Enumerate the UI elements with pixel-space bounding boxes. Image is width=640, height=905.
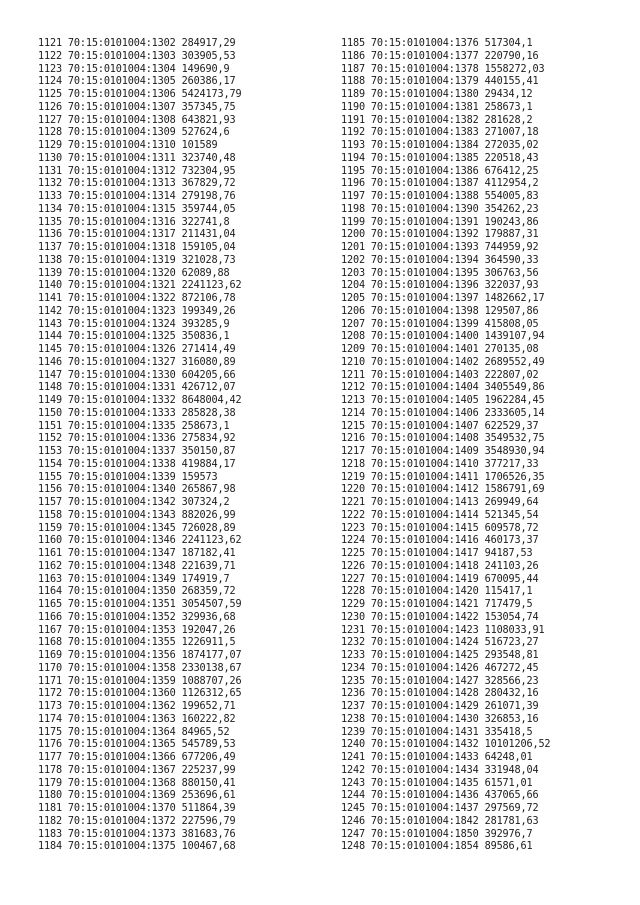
- record-row: 1184 70:15:0101004:1375 100467,68: [38, 841, 236, 853]
- record-row: 1159 70:15:0101004:1345 726028,89: [38, 522, 236, 534]
- left-column: [38, 38, 338, 854]
- record-row: 1205 70:15:0101004:1397 1482662,17: [341, 293, 545, 304]
- record-row: 1144 70:15:0101004:1325 350836,1: [38, 331, 230, 343]
- record-row: 1190 70:15:0101004:1381 258673,1: [341, 101, 533, 113]
- record-row: 1198 70:15:0101004:1390 354262,23: [341, 203, 539, 215]
- record-row: 1240 70:15:0101004:1432 10101206,52: [341, 739, 551, 751]
- record-row: 1124 70:15:0101004:1305 260386,17: [38, 76, 236, 88]
- record-row: 1207 70:15:0101004:1399 415808,05: [341, 318, 539, 330]
- record-row: 1154 70:15:0101004:1338 419884,17: [38, 458, 236, 470]
- record-row: 1181 70:15:0101004:1370 511864,39: [38, 803, 236, 814]
- record-row: 1218 70:15:0101004:1410 377217,33: [341, 458, 539, 470]
- record-row: 1133 70:15:0101004:1314 279198,76: [38, 191, 236, 202]
- record-row: 1209 70:15:0101004:1401 270135,08: [341, 344, 539, 355]
- record-row: 1139 70:15:0101004:1320 62089,88: [38, 267, 230, 279]
- record-row: 1225 70:15:0101004:1417 94187,53: [341, 548, 533, 559]
- record-row: 1199 70:15:0101004:1391 190243,86: [341, 216, 539, 228]
- record-row: 1166 70:15:0101004:1352 329936,68: [38, 611, 236, 623]
- record-row: 1210 70:15:0101004:1402 2689552,49: [341, 356, 545, 368]
- record-row: 1130 70:15:0101004:1311 323740,48: [38, 152, 236, 164]
- record-row: 1202 70:15:0101004:1394 364590,33: [341, 254, 539, 266]
- record-row: 1222 70:15:0101004:1414 521345,54: [341, 509, 539, 521]
- record-row: 1138 70:15:0101004:1319 321028,73: [38, 254, 236, 266]
- record-row: 1123 70:15:0101004:1304 149690,9: [38, 63, 230, 75]
- record-row: 1171 70:15:0101004:1359 1088707,26: [38, 675, 242, 687]
- record-row: 1183 70:15:0101004:1373 381683,76: [38, 828, 236, 840]
- record-row: 1125 70:15:0101004:1306 5424173,79: [38, 89, 242, 100]
- record-row: 1226 70:15:0101004:1418 241103,26: [341, 560, 539, 572]
- record-row: 1134 70:15:0101004:1315 359744,05: [38, 203, 236, 215]
- record-row: 1237 70:15:0101004:1429 261071,39: [341, 701, 539, 712]
- record-row: 1221 70:15:0101004:1413 269949,64: [341, 497, 539, 508]
- record-row: 1127 70:15:0101004:1308 643821,93: [38, 114, 236, 126]
- record-row: 1161 70:15:0101004:1347 187182,41: [38, 548, 236, 559]
- record-row: 1239 70:15:0101004:1431 335418,5: [341, 726, 533, 738]
- record-row: 1160 70:15:0101004:1346 2241123,62: [38, 535, 242, 547]
- record-row: 1191 70:15:0101004:1382 281628,2: [341, 114, 533, 126]
- record-row: 1156 70:15:0101004:1340 265867,98: [38, 484, 236, 496]
- record-row: 1246 70:15:0101004:1842 281781,63: [341, 815, 539, 827]
- record-row: 1182 70:15:0101004:1372 227596,79: [38, 815, 236, 827]
- record-row: 1195 70:15:0101004:1386 676412,25: [341, 165, 539, 177]
- record-row: 1248 70:15:0101004:1854 89586,61: [341, 841, 533, 853]
- record-row: 1194 70:15:0101004:1385 220518,43: [341, 152, 539, 164]
- record-row: 1229 70:15:0101004:1421 717479,5: [341, 599, 533, 610]
- record-row: 1216 70:15:0101004:1408 3549532,75: [341, 433, 545, 445]
- record-row: 1212 70:15:0101004:1404 3405549,86: [341, 382, 545, 394]
- record-row: 1211 70:15:0101004:1403 222807,02: [341, 369, 539, 381]
- record-row: 1223 70:15:0101004:1415 609578,72: [341, 522, 539, 534]
- record-row: 1148 70:15:0101004:1331 426712,07: [38, 382, 236, 394]
- record-row: 1208 70:15:0101004:1400 1439107,94: [341, 331, 545, 343]
- record-row: 1196 70:15:0101004:1387 4112954,2: [341, 178, 539, 190]
- record-row: 1152 70:15:0101004:1336 275834,92: [38, 433, 236, 445]
- record-row: 1228 70:15:0101004:1420 115417,1: [341, 586, 533, 598]
- record-row: 1206 70:15:0101004:1398 129507,86: [341, 305, 539, 317]
- record-row: 1170 70:15:0101004:1358 2330138,67: [38, 662, 242, 674]
- record-row: 1143 70:15:0101004:1324 393285,9: [38, 318, 230, 330]
- record-row: 1215 70:15:0101004:1407 622529,37: [341, 420, 539, 432]
- record-row: 1137 70:15:0101004:1318 159105,04: [38, 242, 236, 253]
- record-row: 1131 70:15:0101004:1312 732304,95: [38, 165, 236, 177]
- record-row: 1140 70:15:0101004:1321 2241123,62: [38, 280, 242, 292]
- record-row: 1147 70:15:0101004:1330 604205,66: [38, 369, 236, 381]
- record-row: 1176 70:15:0101004:1365 545789,53: [38, 739, 236, 751]
- record-row: 1247 70:15:0101004:1850 392976,7: [341, 828, 533, 840]
- record-row: 1164 70:15:0101004:1350 268359,72: [38, 586, 236, 598]
- record-row: 1235 70:15:0101004:1427 328566,23: [341, 675, 539, 687]
- record-row: 1129 70:15:0101004:1310 101589: [38, 140, 218, 151]
- record-row: 1238 70:15:0101004:1430 326853,16: [341, 713, 539, 725]
- record-row: 1197 70:15:0101004:1388 554005,83: [341, 191, 539, 202]
- record-row: 1173 70:15:0101004:1362 199652,71: [38, 701, 236, 712]
- record-row: 1186 70:15:0101004:1377 220790,16: [341, 50, 539, 62]
- record-row: 1150 70:15:0101004:1333 285828,38: [38, 407, 236, 419]
- record-row: 1180 70:15:0101004:1369 253696,61: [38, 790, 236, 802]
- right-column: [341, 38, 640, 854]
- record-row: 1227 70:15:0101004:1419 670095,44: [341, 573, 539, 585]
- record-row: 1236 70:15:0101004:1428 280432,16: [341, 688, 539, 700]
- record-row: 1213 70:15:0101004:1405 1962284,45: [341, 395, 545, 406]
- record-row: 1231 70:15:0101004:1423 1108033,91: [341, 624, 545, 636]
- record-row: 1132 70:15:0101004:1313 367829,72: [38, 178, 236, 190]
- record-row: 1165 70:15:0101004:1351 3054507,59: [38, 599, 242, 610]
- record-row: 1141 70:15:0101004:1322 872106,78: [38, 293, 236, 304]
- record-row: 1193 70:15:0101004:1384 272035,02: [341, 140, 539, 151]
- record-row: 1201 70:15:0101004:1393 744959,92: [341, 242, 539, 253]
- record-row: 1241 70:15:0101004:1433 64248,01: [341, 752, 533, 763]
- record-row: 1136 70:15:0101004:1317 211431,04: [38, 229, 236, 241]
- record-row: 1158 70:15:0101004:1343 882026,99: [38, 509, 236, 521]
- record-row: 1232 70:15:0101004:1424 516723,27: [341, 637, 539, 649]
- record-row: 1177 70:15:0101004:1366 677206,49: [38, 752, 236, 763]
- record-row: 1162 70:15:0101004:1348 221639,71: [38, 560, 236, 572]
- record-row: 1167 70:15:0101004:1353 192047,26: [38, 624, 236, 636]
- record-row: 1244 70:15:0101004:1436 437065,66: [341, 790, 539, 802]
- record-row: 1188 70:15:0101004:1379 440155,41: [341, 76, 539, 88]
- record-row: 1224 70:15:0101004:1416 460173,37: [341, 535, 539, 547]
- record-row: 1151 70:15:0101004:1335 258673,1: [38, 420, 230, 432]
- record-row: 1178 70:15:0101004:1367 225237,99: [38, 764, 236, 776]
- record-row: 1172 70:15:0101004:1360 1126312,65: [38, 688, 242, 700]
- record-row: 1204 70:15:0101004:1396 322037,93: [341, 280, 539, 292]
- record-row: 1220 70:15:0101004:1412 1586791,69: [341, 484, 545, 496]
- record-row: 1187 70:15:0101004:1378 1558272,03: [341, 63, 545, 75]
- record-row: 1203 70:15:0101004:1395 306763,56: [341, 267, 539, 279]
- record-row: 1146 70:15:0101004:1327 316080,89: [38, 356, 236, 368]
- record-row: 1142 70:15:0101004:1323 199349,26: [38, 305, 236, 317]
- record-row: 1145 70:15:0101004:1326 271414,49: [38, 344, 236, 355]
- record-row: 1149 70:15:0101004:1332 8648004,42: [38, 395, 242, 406]
- record-row: 1135 70:15:0101004:1316 322741,8: [38, 216, 230, 228]
- record-row: 1234 70:15:0101004:1426 467272,45: [341, 662, 539, 674]
- record-row: 1243 70:15:0101004:1435 61571,01: [341, 777, 533, 789]
- record-row: 1217 70:15:0101004:1409 3548930,94: [341, 446, 545, 457]
- record-row: 1242 70:15:0101004:1434 331948,04: [341, 764, 539, 776]
- record-row: 1189 70:15:0101004:1380 29434,12: [341, 89, 533, 100]
- record-row: 1230 70:15:0101004:1422 153054,74: [341, 611, 539, 623]
- record-row: 1233 70:15:0101004:1425 293548,81: [341, 650, 539, 661]
- record-row: 1174 70:15:0101004:1363 160222,82: [38, 713, 236, 725]
- record-row: 1245 70:15:0101004:1437 297569,72: [341, 803, 539, 814]
- record-row: 1128 70:15:0101004:1309 527624,6: [38, 127, 230, 139]
- record-row: 1126 70:15:0101004:1307 357345,75: [38, 101, 236, 113]
- record-row: 1175 70:15:0101004:1364 84965,52: [38, 726, 230, 738]
- record-row: 1179 70:15:0101004:1368 880150,41: [38, 777, 236, 789]
- record-row: 1122 70:15:0101004:1303 303905,53: [38, 50, 236, 62]
- record-row: 1169 70:15:0101004:1356 1874177,07: [38, 650, 242, 661]
- record-row: 1155 70:15:0101004:1339 159573: [38, 471, 218, 483]
- record-row: 1163 70:15:0101004:1349 174919,7: [38, 573, 230, 585]
- record-row: 1185 70:15:0101004:1376 517304,1: [341, 38, 533, 49]
- record-row: 1153 70:15:0101004:1337 350150,87: [38, 446, 236, 457]
- record-row: 1192 70:15:0101004:1383 271007,18: [341, 127, 539, 139]
- record-row: 1200 70:15:0101004:1392 179887,31: [341, 229, 539, 241]
- record-row: 1214 70:15:0101004:1406 2333605,14: [341, 407, 545, 419]
- record-row: 1219 70:15:0101004:1411 1706526,35: [341, 471, 545, 483]
- record-row: 1121 70:15:0101004:1302 284917,29: [38, 38, 236, 49]
- record-row: 1168 70:15:0101004:1355 1226911,5: [38, 637, 236, 649]
- record-row: 1157 70:15:0101004:1342 307324,2: [38, 497, 230, 508]
